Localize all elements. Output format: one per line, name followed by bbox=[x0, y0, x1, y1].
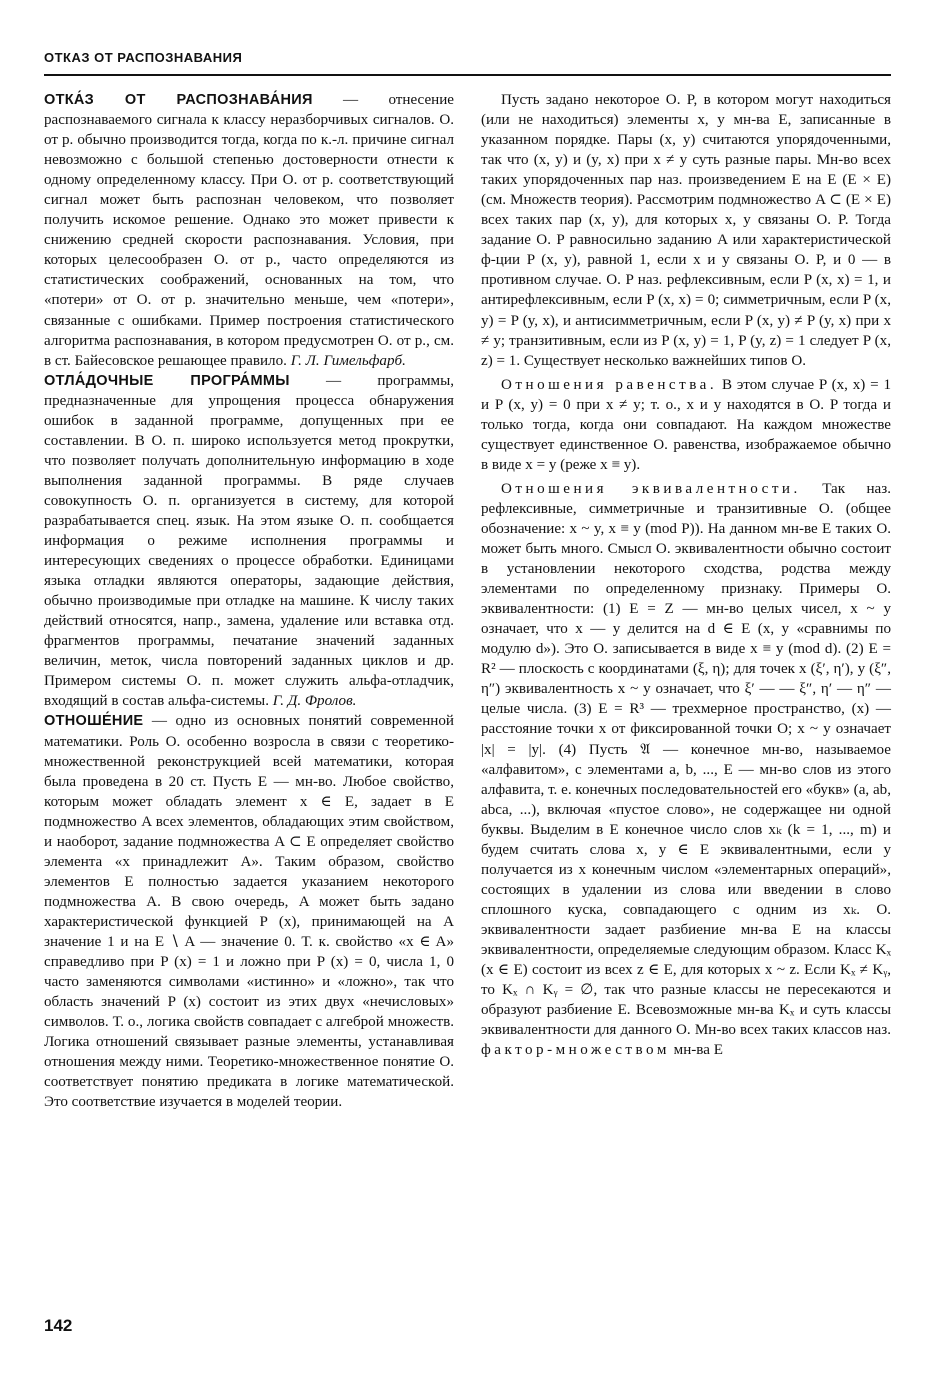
equality-text: В этом случае P (x, x) = 1 и P (x, y) = 0 при x ≠ y; т. о., x и y находятся в О. P тогда и только тогда, когда они совпадают. На каждом множестве существует единственное О. равенства, изображаемое обычно в виде x = y (реже x ≡ y). bbox=[481, 376, 891, 473]
equivalence-text: Так наз. рефлексивные, симметричные и транзитивные О. (общее обозначение: x ~ y, x ≡ y (mod P)). На данном мн-ве E таких О. может быть много. Смысл О. эквивалентности обычно состоит в установлении некоторого сходства, родства между элементами по определенному признаку. Примеры О. эквивалентности: (1) E = Z — мн-во целых чисел, x ~ y означает, что x — y делится на d ∈ E (x, y «сравнимы по модулю d»). Это О. записывается в виде x ≡ y (mod d). (2) E = R² — плоскость с координатами (ξ, η); для точек x (ξ′, η′), y (ξ″, η″) эквивалентность x ~ y означает, что ξ′ — — ξ″, η′ — η″ — целые числа. (3) E = R³ — трехмерное пространство, (x) — расстояние точки x от фиксированной точки O; x ~ y означает |x| = |y|. (4) Пусть 𝔄 — конечное мн-во, называемое «алфавитом», с элементами a, b, ..., E — мн-во слов из этого алфавита, т. е. конечных последовательностей его «букв» (a, ab, abca, ...), включая «пустое слово», не содержащее ни одной буквы. Выделим в E конечное число слов xₖ (k = 1, ..., m) и будем считать слова x, y ∈ E эквивалентными, если y получается из x конечным числом «элементарных операций», состоящих в удалении из слова или введении в слово сплошного куска, совпадающего с одним из xₖ. О. эквивалентности задает разбиение мн-ва E на классы эквивалентности, определяемые следующим образом. Класс Kₓ (x ∈ E) состоит из всех z ∈ E, для которых x ~ z. Если Kₓ ≠ Kᵧ, то Kₓ ∩ Kᵧ = ∅, так что разные классы не пересекаются и образуют разбиение E. Всевозможные мн-ва Kₓ и суть классы эквивалентности для данного О. Мн-во всех таких классов наз. bbox=[481, 480, 891, 1039]
entry-otkaz bbox=[44, 90, 454, 371]
equivalence-lead: Отношения эквивалентности. bbox=[501, 480, 801, 497]
equivalence-tail: мн-ва E bbox=[669, 1042, 723, 1059]
entry-otladochnye bbox=[44, 371, 454, 712]
right-paragraph-1: Пусть задано некоторое О. P, в котором могут находиться (или не находиться) элементы x, y мн-ва E, записанные в указанном порядке. Пары (x, y) считаются упорядоченными, так что (x, y) и (y, x) при x ≠ y суть разные пары. Мн-во всех таких упорядоченных пар наз. произведением E на E (E × E) (см. Множеств теория). Рассмотрим подмножество A ⊂ (E × E) всех таких пар (x, y), для которых x, y связаны О. P. Тогда задание О. P равносильно заданию A или характеристической ф-ции P (x, y), равной 1, если x и y связаны О. P, и 0 — в противном случае. О. P наз. рефлексивным, если P (x, x) = 1, и антирефлексивным, если P (x, x) = 0; симметричным, если P (x, y) = P (y, x), и антисимметричным, если P (x, y) ≠ P (y, x) при x ≠ y; транзитивным, если из P (x, y) = 1, P (y, z) = 1 следует P (x, z) = 1. Существует несколько важнейших типов О. bbox=[481, 92, 891, 369]
entry-otladochnye-text: — программы, предназначенные для упрощения процесса обнаружения ошибок в заданной программе, допущенных при ее составлении. В О. п. широко используется метод прокрутки, что позволяет получать дополнительную информацию в ходе выполнения заданной программы. В ряде случаев совокупность О. п. организуется в систему, для которой разрабатывается спец. язык. На этом языке О. п. сообщается информация о режиме исполнения программы и интересующих сведениях о процессе обработки. Единицами языка отладки являются операторы, задающие действия, обычно производимые при отладке на машине. К числу таких действий относятся, напр., замена, удаление или вставка отд. фрагментов программы, печатание значений заданных величин, меток, числа повторений заданных циклов и др. Примером системы О. п. может служить альфа-отладчик, входящий в состав альфа-системы. bbox=[44, 372, 454, 710]
left-column bbox=[44, 90, 454, 1112]
equality-lead: Отношения равенства. bbox=[501, 376, 718, 393]
running-head: ОТКАЗ ОТ РАСПОЗНАВАНИЯ bbox=[44, 50, 243, 65]
entry-otkaz-signature: Г. Л. Гимельфарб. bbox=[290, 352, 406, 369]
factor-set-term: фактор-множеством bbox=[481, 1042, 670, 1059]
header-rule bbox=[44, 74, 891, 76]
entry-otkaz-text: — отнесение распознаваемого сигнала к классу неразборчивых сигналов. О. от р. обычно производится тогда, когда по к.-л. причине сигнал невозможно с большой степенью достоверности отнести к одному определенному классу. При О. от р. соответствующий сигнал может быть распознан человеком, что позволяет получить искомое решение. Однако это может привести к снижению средней скорости распознавания. Условия, при которых целесообразен О. от р., часто определяются из статистических соображений, основанных на том, что «потери» от О. от р. значительно меньше, чем «потери», связанные с ошибками. Пример построения статистического алгоритма распознавания, в котором предусмотрен О. от р., см. в ст. Байесовское решающее правило. bbox=[44, 92, 454, 369]
right-column bbox=[481, 90, 891, 1060]
entry-otladochnye-head: ОТЛА́ДОЧНЫЕ ПРОГРА́ММЫ bbox=[44, 372, 290, 389]
entry-otnoshenie bbox=[44, 711, 454, 1112]
entry-otkaz-head: ОТКА́З ОТ РАСПОЗНАВА́НИЯ bbox=[44, 92, 313, 108]
entry-otnoshenie-head: ОТНОШЕ́НИЕ bbox=[44, 713, 144, 730]
right-paragraph-3 bbox=[481, 479, 891, 1060]
entry-otladochnye-signature: Г. Д. Фролов. bbox=[272, 693, 357, 710]
page-number: 142 bbox=[44, 1316, 73, 1335]
entry-otnoshenie-text: — одно из основных понятий современной математики. Роль О. особенно возросла в связи с теоретико-множественной реконструкцией всей математики, которая была проведена в 20 ст. Пусть E — мн-во. Любое свойство, которым может обладать элемент x ∈ E, задает в E подмножество A всех элементов, обладающих этим свойством, и наоборот, задание подмножества A ⊂ E определяет свойство элемента «x принадлежит A». Таким образом, свойство элементов E полностью задается указанием некоторого подмножества A. В свою очередь, A может быть задано характеристической функцией P (x), принимающей на A значение 1 и на E ∖ A — значение 0. Т. к. свойство «x ∈ A» справедливо при P (x) = 1 и ложно при P (x) = 0, числа 1, 0 часто заменяются символами «истинно» и «ложно», так что область значений P (x) состоит из этих двух «нечисловых» символов. Т. о., логика свойств совпадает с алгеброй множеств. Логика отношений связывает разные элементы, устанавливая отношения между ними. Теоретико-множественное понятие О. соответствует понятию предиката в логике математической. Это соответствие изучается в моделей теории. bbox=[44, 713, 454, 1111]
right-paragraph-2 bbox=[481, 375, 891, 475]
